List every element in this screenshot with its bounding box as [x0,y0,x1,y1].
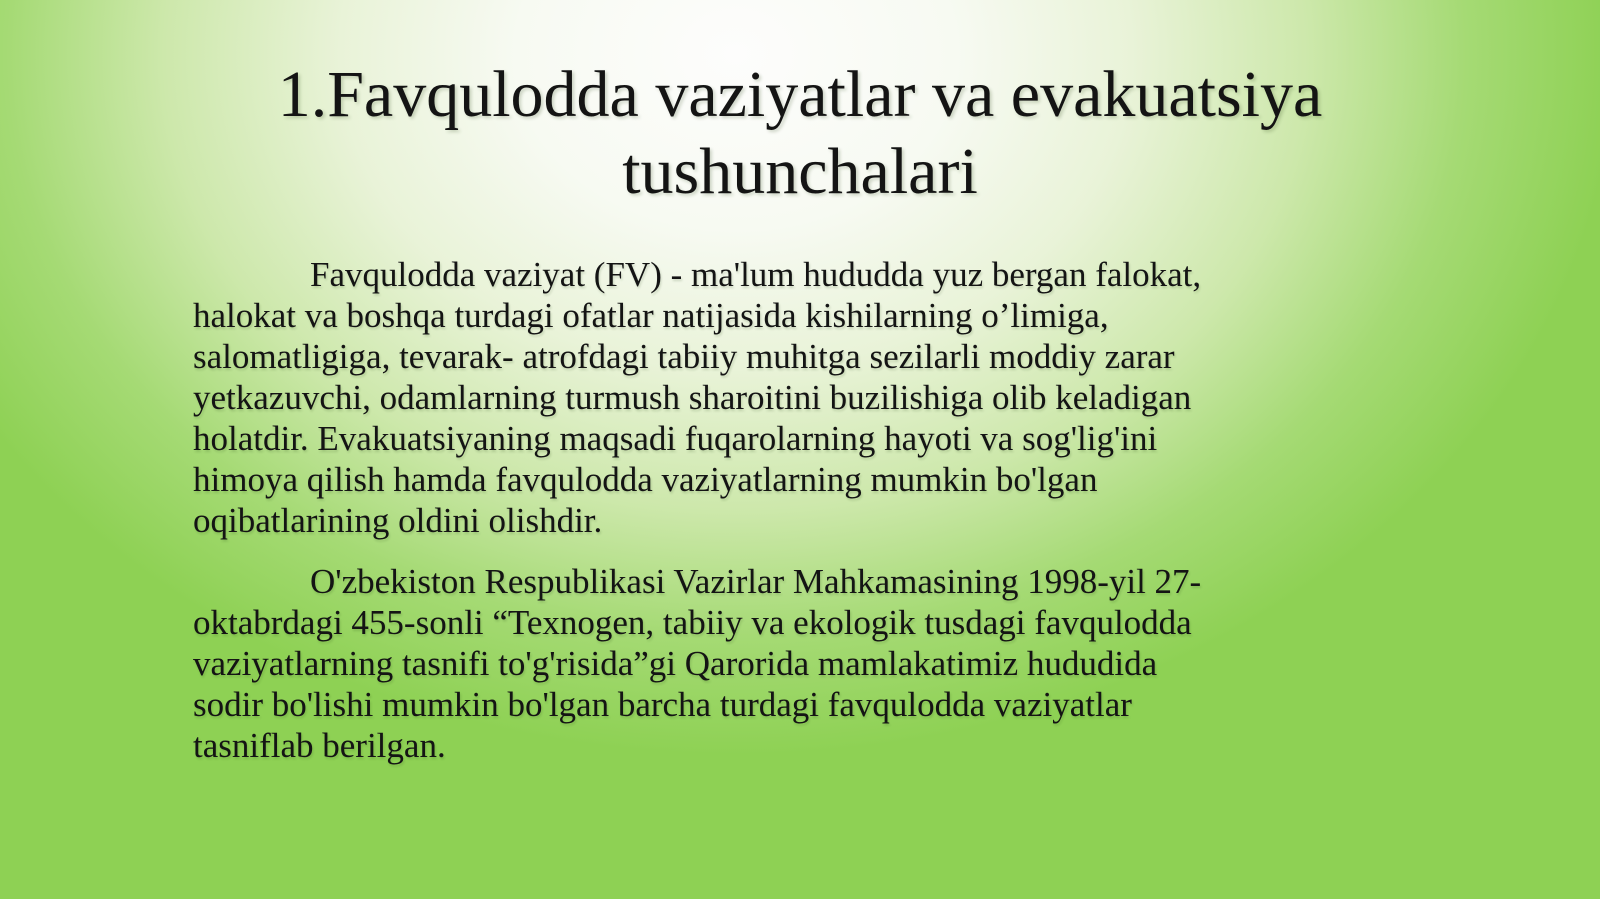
text-line: tasniflab berilgan. [193,726,446,766]
text-line: halokat va boshqa turdagi ofatlar natijasida kishilarning o’limiga, [193,296,1109,336]
text-line: oqibatlarining oldini olishdir. [193,501,603,541]
paragraph-2 [193,561,1430,766]
title-line-2: tushunchalari [622,135,978,208]
slide-body [193,254,1430,766]
text-line: himoya qilish hamda favqulodda vaziyatlarning mumkin bo'lgan [193,460,1098,500]
text-line: O'zbekiston Respublikasi Vazirlar Mahkamasining 1998-yil 27- [310,562,1202,602]
slide-title [0,56,1600,210]
paragraph-1 [193,254,1430,541]
text-line: oktabrdagi 455-sonli “Texnogen, tabiiy va ekologik tusdagi favqulodda [193,603,1192,643]
text-line: sodir bo'lishi mumkin bo'lgan barcha turdagi favqulodda vaziyatlar [193,685,1132,725]
title-line-1: 1.Favqulodda vaziyatlar va evakuatsiya [277,58,1323,131]
text-line: salomatligiga, tevarak- atrofdagi tabiiy muhitga sezilarli moddiy zarar [193,337,1175,377]
text-line: Favqulodda vaziyat (FV) - ma'lum hududda yuz bergan falokat, [310,255,1202,295]
text-line: vaziyatlarning tasnifi to'g'risida”gi Qarorida mamlakatimiz hududida [193,644,1158,684]
text-line: holatdir. Evakuatsiyaning maqsadi fuqarolarning hayoti va sog'lig'ini [193,419,1158,459]
text-line: yetkazuvchi, odamlarning turmush sharoitini buzilishiga olib keladigan [193,378,1192,418]
